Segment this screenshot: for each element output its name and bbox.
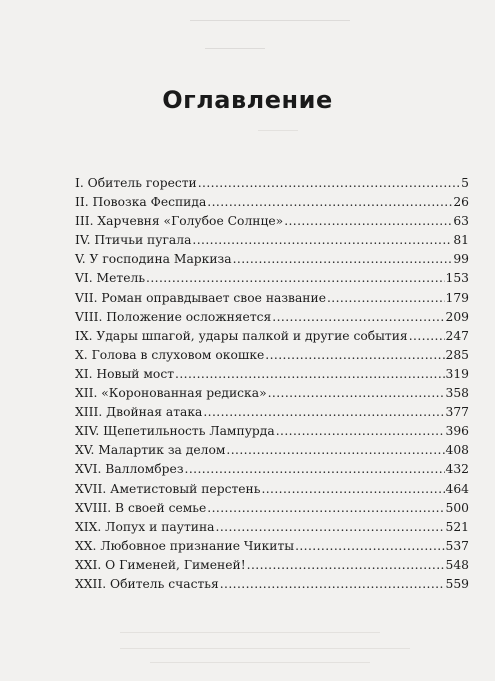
toc-entry-title: XVII. Аметистовый перстень [75,481,261,496]
toc-entry-page: 396 [445,424,469,439]
toc-entry-title: I. Обитель горести [75,176,197,190]
toc-entry[interactable] [75,365,469,384]
toc-entry-page: 432 [445,462,469,477]
toc-entry-page: 5 [461,176,469,190]
toc-entry[interactable] [75,384,469,403]
toc-entry[interactable] [75,289,469,308]
show-through-line [205,48,265,54]
dot-leader [192,231,452,250]
toc-entry-title: II. Повозка Феспида [75,195,207,210]
toc-entry[interactable] [75,480,469,499]
toc-entry-page: 358 [445,386,469,401]
toc-entry-title: XII. «Коронованная редиска» [75,386,267,401]
toc-entry-title: V. У господина Маркиза [75,252,232,267]
dot-leader [198,174,460,193]
toc-entry[interactable] [75,556,469,575]
toc-entry[interactable] [75,422,469,441]
toc-entry-page: 319 [445,366,469,381]
toc-entry-title: XI. Новый мост [75,366,175,381]
dot-leader [295,537,444,556]
toc-entry[interactable] [75,327,469,346]
toc-entry[interactable] [75,441,469,460]
toc-entry[interactable] [75,499,469,518]
toc-entry-title: XVI. Валломбрез [75,462,184,477]
toc-entry[interactable] [75,212,469,231]
dot-leader [203,403,444,422]
dot-leader [207,193,452,212]
toc-entry[interactable] [75,460,469,479]
toc-entry-title: IV. Птичьи пугала [75,233,192,248]
show-through-line [120,648,410,654]
toc-entry[interactable] [75,575,469,594]
toc-entry-page: 247 [445,328,469,343]
toc-entry-title: XXII. Обитель счастья [75,576,219,591]
toc-entry-title: IX. Удары шпагой, удары палкой и другие события [75,328,408,343]
toc-entry-page: 63 [453,214,469,229]
toc-entry[interactable] [75,231,469,250]
dot-leader [284,212,452,231]
toc-entry-page: 285 [445,347,469,362]
toc-entry-page: 408 [445,443,469,458]
dot-leader [261,480,444,499]
dot-leader [146,269,445,288]
toc-entry-page: 26 [453,195,469,210]
toc-entry[interactable] [75,308,469,327]
toc-entry-page: 464 [445,481,469,496]
toc-entry-page: 521 [445,519,469,534]
toc-entry[interactable] [75,346,469,365]
toc-entry[interactable] [75,269,469,288]
toc-entry-title: XIII. Двойная атака [75,405,203,420]
dot-leader [207,499,444,518]
dot-leader [409,327,445,346]
toc-entry-page: 377 [445,405,469,420]
page-title: Оглавление [162,86,333,114]
show-through-line [120,632,380,638]
toc-entry-page: 537 [445,538,469,553]
dot-leader [226,441,444,460]
table-of-contents [75,174,469,594]
dot-leader [247,556,445,575]
toc-entry-title: XV. Малартик за делом [75,443,226,458]
toc-entry-title: XX. Любовное признание Чикиты [75,538,295,553]
dot-leader [216,518,445,537]
toc-entry-page: 209 [445,309,469,324]
toc-entry-title: X. Голова в слуховом окошке [75,347,265,362]
toc-entry-page: 153 [445,271,469,286]
toc-entry-page: 81 [453,233,469,248]
dot-leader [175,365,444,384]
toc-entry[interactable] [75,537,469,556]
toc-entry-page: 548 [445,557,469,572]
dot-leader [265,346,444,365]
toc-entry-title: XIX. Лопух и паутина [75,519,215,534]
toc-entry-page: 500 [445,500,469,515]
toc-entry-page: 559 [445,576,469,591]
toc-entry-title: VII. Роман оправдывает свое название [75,290,326,305]
toc-entry-page: 179 [445,290,469,305]
toc-entry[interactable] [75,403,469,422]
dot-leader [220,575,445,594]
dot-leader [268,384,445,403]
toc-entry-title: XVIII. В своей семье [75,500,207,515]
toc-entry[interactable] [75,250,469,269]
toc-entry[interactable] [75,193,469,212]
show-through-line [150,662,370,668]
toc-entry-title: III. Харчевня «Голубое Солнце» [75,214,284,229]
toc-entry-title: XXI. О Гименей, Гименей! [75,557,246,572]
show-through-line [190,20,350,26]
toc-entry-title: VIII. Положение осложняется [75,309,272,324]
toc-entry-title: VI. Метель [75,271,146,286]
dot-leader [185,460,445,479]
toc-entry-page: 99 [453,252,469,267]
show-through-line [258,130,298,136]
dot-leader [233,250,453,269]
dot-leader [327,289,445,308]
toc-entry[interactable] [75,174,469,193]
dot-leader [276,422,445,441]
toc-entry-title: XIV. Щепетильность Лампурда [75,424,275,439]
toc-entry[interactable] [75,518,469,537]
dot-leader [272,308,444,327]
